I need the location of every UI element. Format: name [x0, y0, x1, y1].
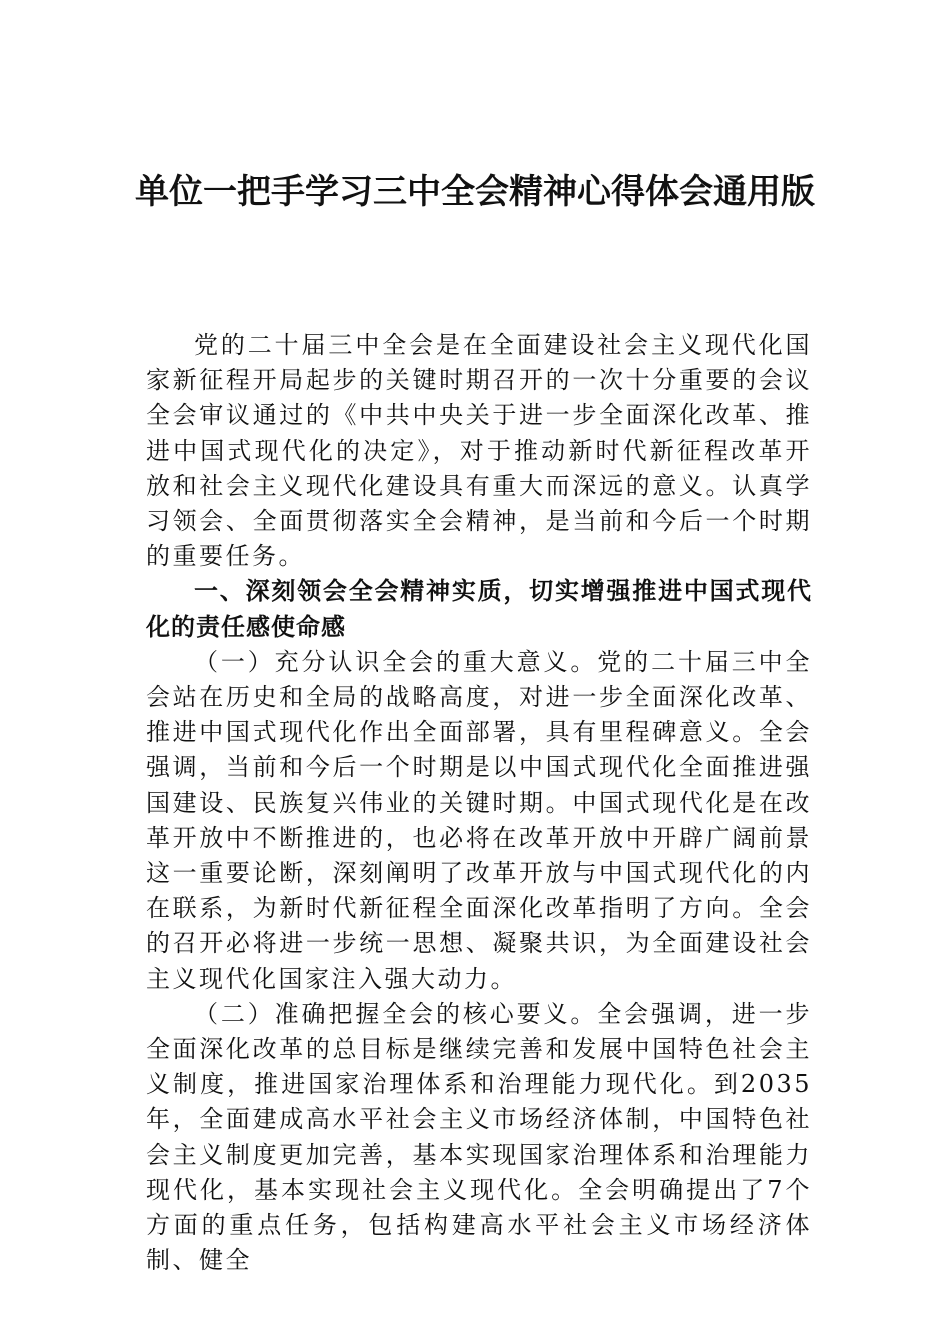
document-body [146, 328, 812, 1278]
subsection-paragraph-1: （一）充分认识全会的重大意义。党的二十届三中全会站在历史和全局的战略高度，对进一步全面深化改革、推进中国式现代化作出全面部署，具有里程碑意义。全会强调，当前和今后一个时期是以中国式现代化全面推进强国建设、民族复兴伟业的关键时期。中国式现代化是在改革开放中不断推进的，也必将在改革开放中开辟广阔前景这一重要论断，深刻阐明了改革开放与中国式现代化的内在联系，为新时代新征程全面深化改革指明了方向。全会的召开必将进一步统一思想、凝聚共识，为全面建设社会主义现代化国家注入强大动力。 [146, 647, 812, 993]
document-title: 单位一把手学习三中全会精神心得体会通用版 [135, 172, 815, 212]
subsection-paragraph-2: （二）准确把握全会的核心要义。全会强调，进一步全面深化改革的总目标是继续完善和发展中国特色社会主义制度，推进国家治理体系和治理能力现代化。到2035年，全面建成高水平社会主义市场经济体制，中国特色社会主义制度更加完善，基本实现国家治理体系和治理能力现代化，基本实现社会主义现代化。全会明确提出了7个方面的重点任务，包括构建高水平社会主义市场经济体制、健全 [146, 999, 812, 1275]
section-heading-1: 一、深刻领会全会精神实质，切实增强推进中国式现代化的责任感使命感 [146, 577, 812, 641]
intro-paragraph: 党的二十届三中全会是在全面建设社会主义现代化国家新征程开局起步的关键时期召开的一次十分重要的会议全会审议通过的《中共中央关于进一步全面深化改革、推进中国式现代化的决定》，对于推动新时代新征程改革开放和社会主义现代化建设具有重大而深远的意义。认真学习领会、全面贯彻落实全会精神，是当前和今后一个时期的重要任务。 [146, 331, 812, 571]
